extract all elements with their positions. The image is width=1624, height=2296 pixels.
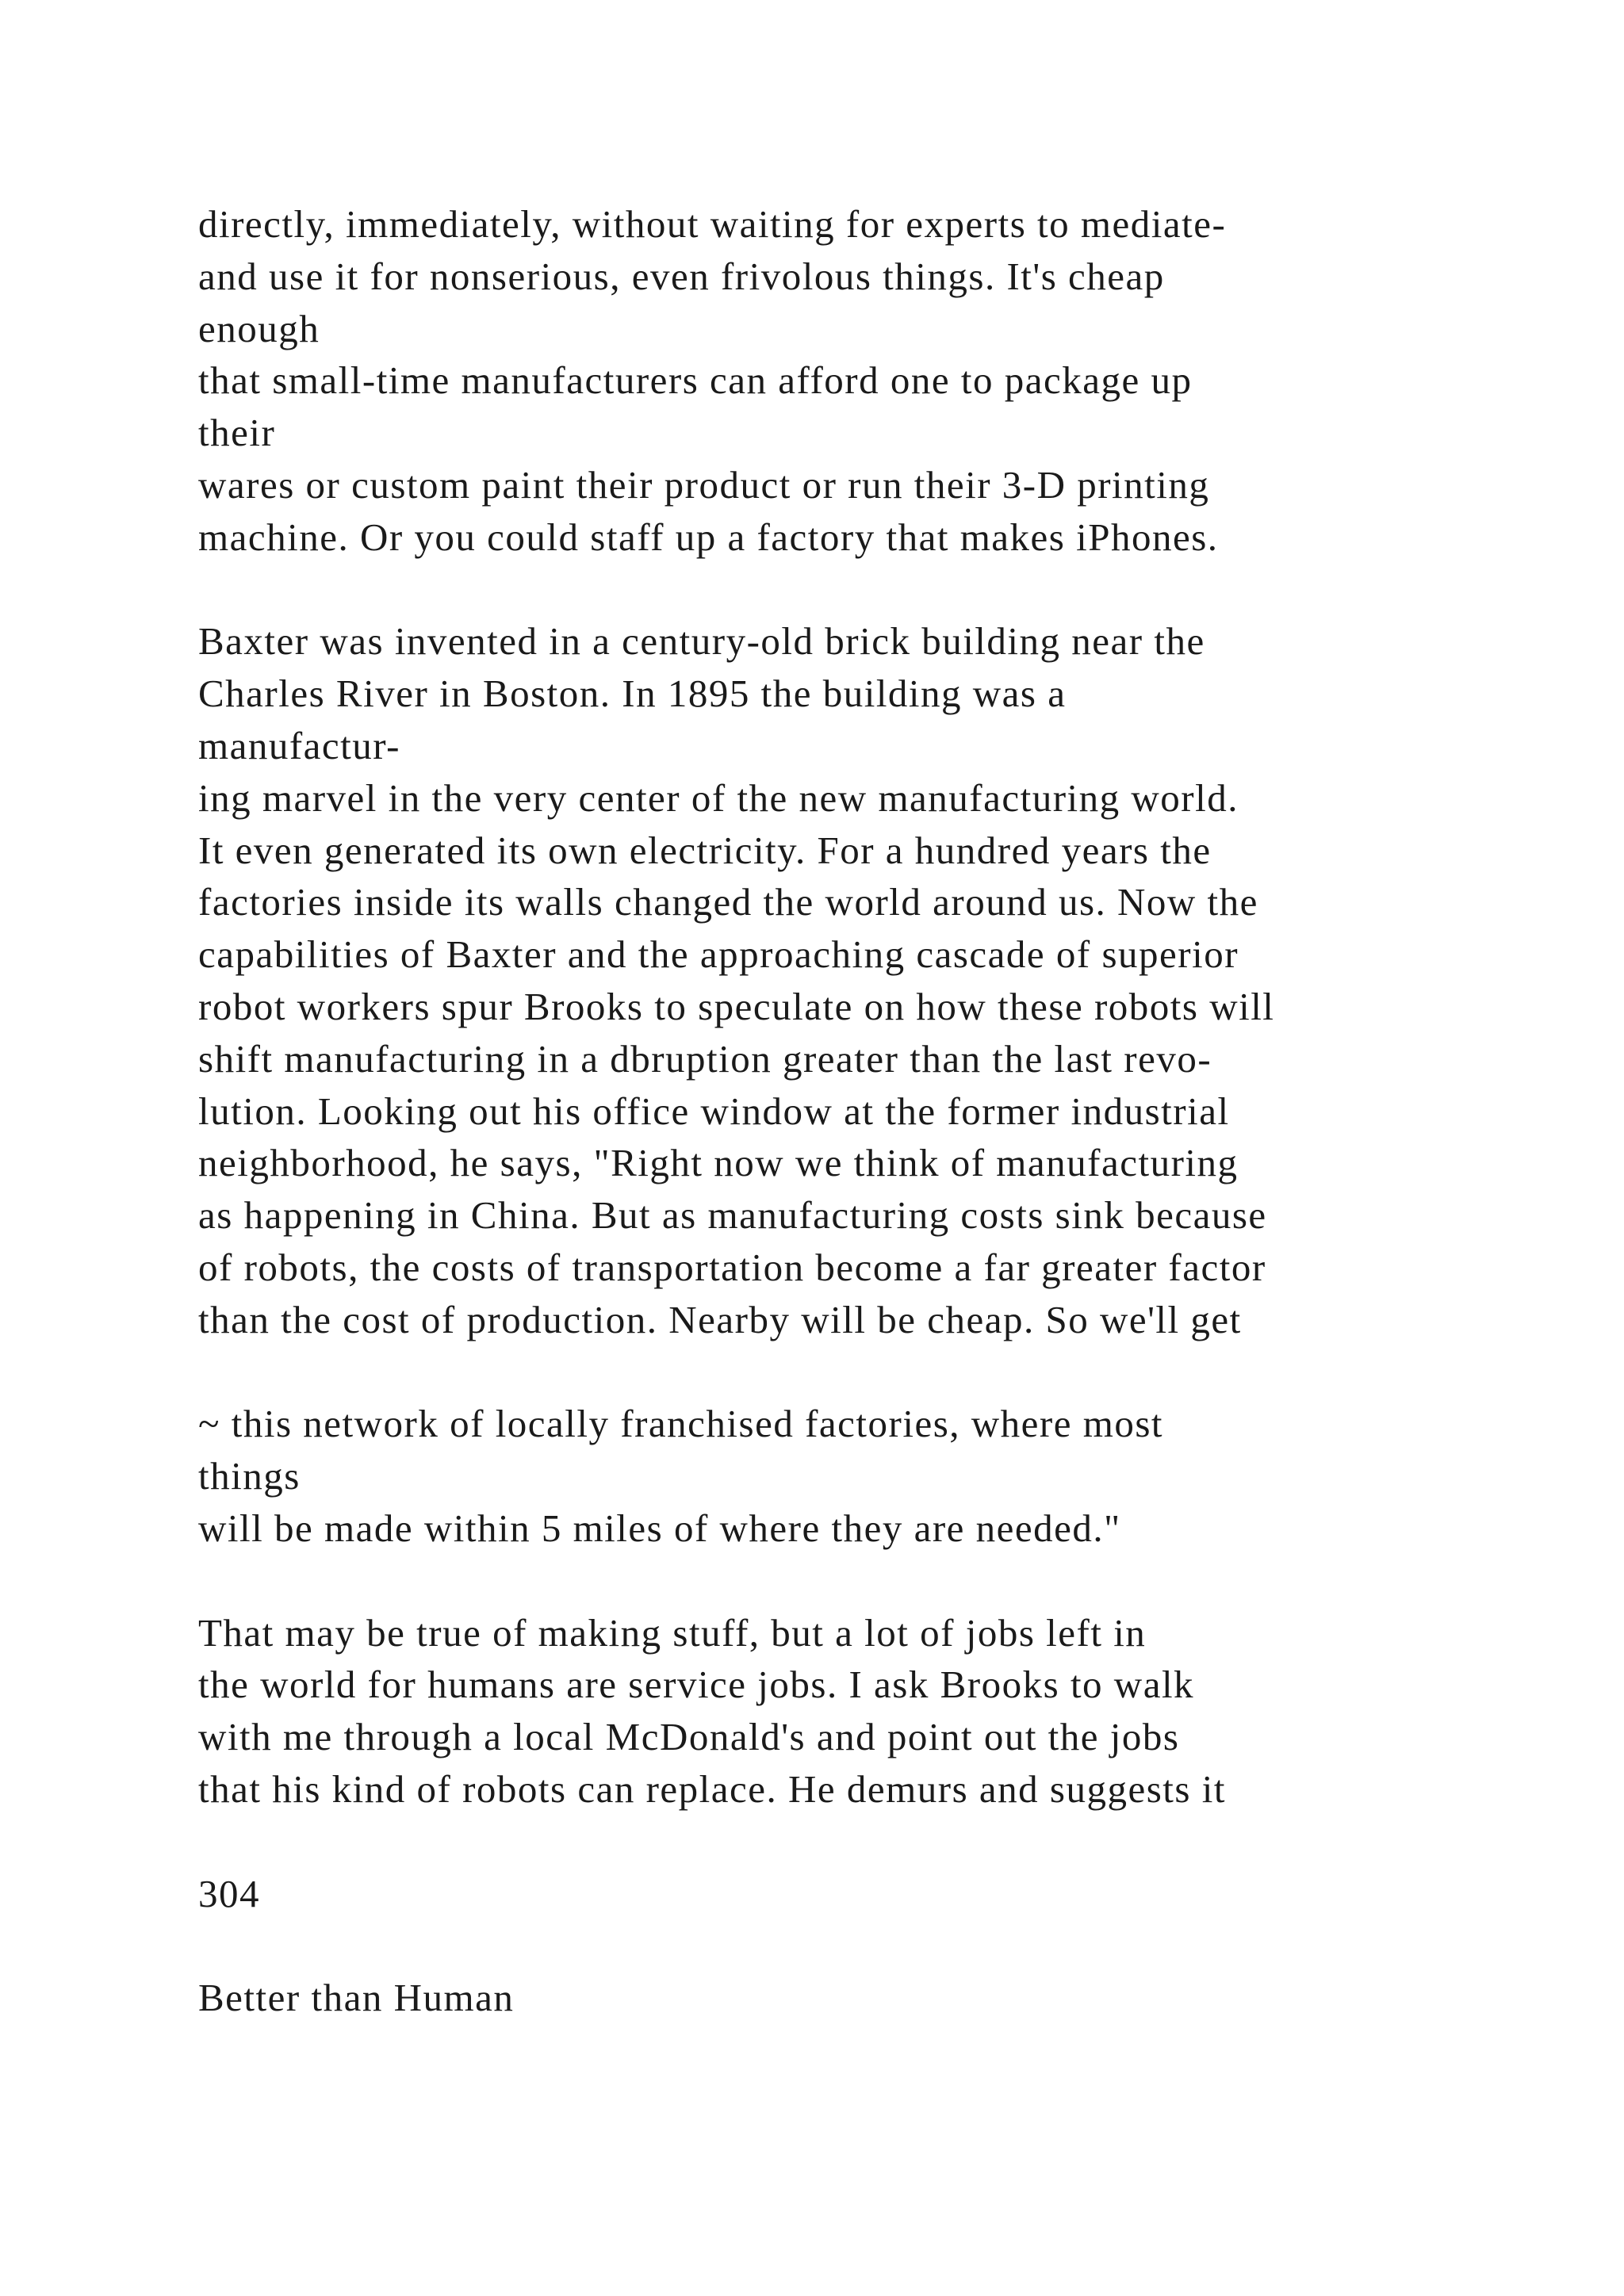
text-line: Baxter was invented in a century-old brick building near the (198, 619, 1205, 664)
text-line: that his kind of robots can replace. He demurs and suggests it (198, 1766, 1226, 1811)
running-footer: Better than Human (198, 1976, 515, 2020)
text-line: robot workers spur Brooks to speculate on how these robots will (198, 984, 1275, 1028)
paragraph-break (198, 1919, 1530, 1972)
text-line: ~ this network of locally franchised factories, where most (198, 1402, 1164, 1446)
paragraph-break (198, 1816, 1530, 1868)
text-line: enough (198, 306, 320, 350)
paragraph-break (198, 1346, 1530, 1399)
text-line: capabilities of Baxter and the approaching cascade of superior (198, 932, 1239, 977)
body-text (198, 198, 1530, 2024)
text-line: Charles River in Boston. In 1895 the building was a (198, 672, 1067, 716)
text-line: neighborhood, he says, "Right now we think of manufacturing (198, 1141, 1239, 1185)
text-line: that small-time manufacturers can afford one to package up (198, 358, 1193, 403)
text-line: factories inside its walls changed the world around us. Now the (198, 880, 1258, 924)
text-line: ing marvel in the very center of the new manufacturing world. (198, 775, 1239, 820)
text-line: wares or custom paint their product or run their 3-D printing (198, 462, 1210, 507)
text-line: will be made within 5 miles of where they are needed." (198, 1506, 1121, 1550)
text-line: and use it for nonserious, even frivolous things. It's cheap (198, 254, 1165, 298)
text-line: That may be true of making stuff, but a lot of jobs left in (198, 1610, 1147, 1655)
paragraph-break (198, 1555, 1530, 1607)
paragraph-break (198, 564, 1530, 616)
text-line: their (198, 411, 276, 455)
text-line: than the cost of production. Nearby will be cheap. So we'll get (198, 1297, 1242, 1341)
text-line: things (198, 1454, 301, 1498)
text-line: with me through a local McDonald's and point out the jobs (198, 1715, 1180, 1759)
text-line: lution. Looking out his office window at the former industrial (198, 1089, 1230, 1133)
page-number: 304 (198, 1871, 260, 1915)
text-line: machine. Or you could staff up a factory that makes iPhones. (198, 515, 1219, 559)
text-line: of robots, the costs of transportation become a far greater factor (198, 1245, 1266, 1289)
text-line: manufactur- (198, 723, 400, 767)
text-line: the world for humans are service jobs. I ask Brooks to walk (198, 1663, 1195, 1707)
text-line: shift manufacturing in a dbruption greater than the last revo- (198, 1036, 1212, 1081)
text-line: directly, immediately, without waiting for experts to mediate- (198, 202, 1227, 246)
text-line: It even generated its own electricity. For a hundred years the (198, 828, 1212, 872)
text-line: as happening in China. But as manufacturing costs sink because (198, 1193, 1267, 1238)
